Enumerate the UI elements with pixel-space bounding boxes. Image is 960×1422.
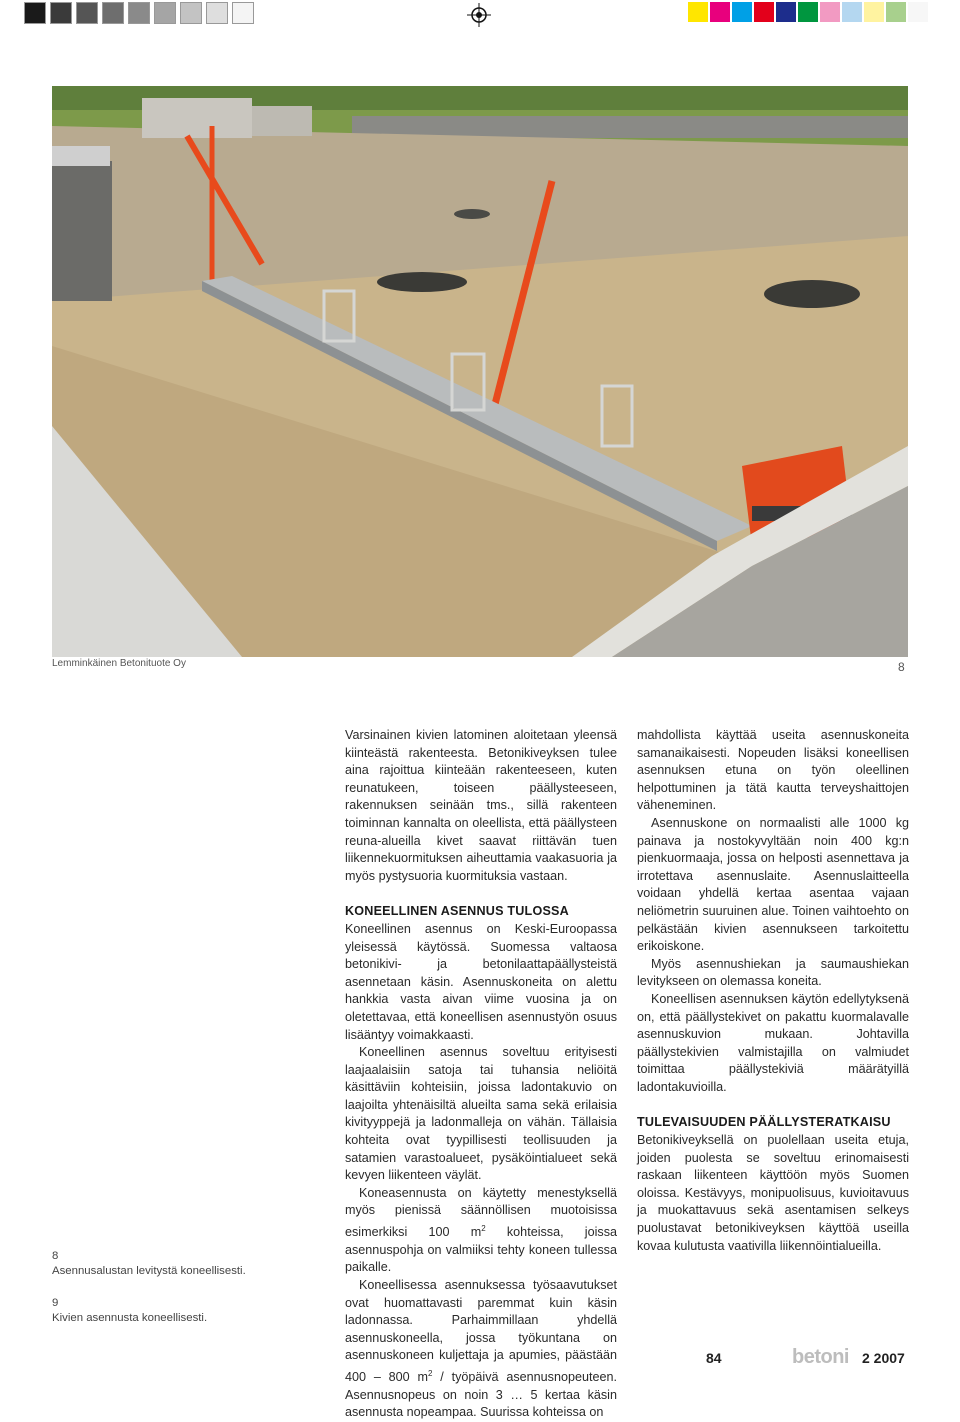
paragraph: Betonikiveyksellä on puolellaan useita etuja, joiden puolesta se soveltuu erinomaisesti raskaan liikenteen käyttöön myös Suomen oloissa. Kestävyys, monipuolisuus, kuvioitavuus ja muokattavuus sekä asentamisen selkeys puolustavat betonikiveyksen käyttöä useilla kovaa kulutusta vaativilla liikennöintialueilla.: [637, 1133, 909, 1253]
intro-paragraph: Varsinainen kivien latominen aloitetaan yleensä kiinteästä rakenteesta. Betonikiveyksen tulee aina rajoittua kiinteään rakenteeseen, kuten reunatukeen, toiseen päällysteeseen, rakennuksen seinään tms., sillä rakenteen toiminnan kannalta on oleellista, että päällysteen reuna-alueilla kivet saavat riittävän tuen liikennekuormituksen aiheuttamia vaakasuoria ja myös pystysuoria kuormituksia vastaan.: [345, 728, 617, 883]
gray-swatch: [76, 2, 98, 24]
issue-number: 2 2007: [862, 1350, 905, 1366]
paragraph: Koneasennusta on käytetty menestyksellä myös pienissä säännöllisen muotoisissa esimerkiksi 100 $m^2$ kohteissa, joissa asennuspohja on valmiiksi tehty koneen tullessa paikalle.: [345, 1185, 617, 1275]
figure-captions: [52, 1249, 272, 1326]
figure-number: 8: [898, 660, 905, 674]
color-swatch: [864, 2, 884, 22]
page-number: 84: [706, 1350, 722, 1366]
text-column-2: [637, 727, 909, 1255]
section-heading-koneellinen: KONEELLINEN ASENNUS TULOSSA: [345, 904, 569, 919]
text-column-1: [345, 727, 617, 1422]
paragraph: Asennuskone on normaalisti alle 1000 kg painava ja nostokyvyltään noin 400 kg:n pienkuormaaja, jossa on helposti asennettava ja irrotettava asennuslaite. Asennuslaitteella voidaan yhdellä kertaa asentaa vajaan neliömetrin suuruinen alue. Toinen vaihtoehto on pelkästään kivien asennukseen tarkoitettu erikoiskone.: [637, 815, 909, 954]
color-swatch: [754, 2, 774, 22]
gray-swatch: [180, 2, 202, 24]
paragraph: Koneellisessa asennuksessa työsaavutukset ovat huomattavasti paremmat kuin käsin ladonnassa. Parhaimmillaan yhdellä asennuskoneella, jossa työkuntana on asennuskoneen kuljettaja ja apumies, päästään 400 – 800 $m^2$ / työpäivä asennusnopeuteen. Asennusnopeus on noin 3 … 5 kertaa käsin asennusta nopeampaa. Suurissa kohteissa on: [345, 1278, 617, 1420]
print-color-bar: [0, 0, 960, 30]
gray-swatch: [232, 2, 254, 24]
caption-number: 8: [52, 1250, 59, 1262]
gray-swatch: [24, 2, 46, 24]
caption-text: Asennusalustan levitystä koneellisesti.: [52, 1265, 246, 1277]
photo-credit: Lemminkäinen Betonituote Oy: [52, 658, 186, 669]
gray-swatch: [102, 2, 124, 24]
paragraph: Koneellinen asennus soveltuu erityisesti laajaalaisiin satoja tai tuhansia neliöitä käsittäviin kohteisiin, joissa ladontakuvio on laajoilta yhtenäisiltä alueilta sama sekä erilaisia kivityyppejä ja ladonmalleja on vähän. Tällaisia kohteita ovat tyypillisesti teollisuuden ja satamien varastoalueet, pysäköintialueet sekä kevyen liikenteen väylät.: [345, 1045, 617, 1183]
paragraph: mahdollista käyttää useita asennuskoneita samanaikaisesti. Nopeuden lisäksi koneellisen asennuksen etuna on työn oleellinen helpottuminen ja tätä kautta terveyshaittojen väheneminen.: [637, 728, 909, 813]
paving-machine-photo: [52, 86, 908, 657]
color-swatch: [798, 2, 818, 22]
paragraph: Koneellinen asennus on Keski-Euroopassa yleisessä käytössä. Suomessa valtaosa betonikivi- ja betonilaattapäällysteistä asennetaan käsin. Asennuskoneita on alettu hankkia vasta aivan viime vuosina ja on oletettavaa, että koneellisen asennustyön osuus lisääntyy voimakkaasti.: [345, 921, 617, 1042]
gray-swatch: [128, 2, 150, 24]
color-swatch: [842, 2, 862, 22]
color-swatch: [886, 2, 906, 22]
section-heading-tulevaisuuden: TULEVAISUUDEN PÄÄLLYSTERATKAISU: [637, 1115, 891, 1130]
gray-swatch: [154, 2, 176, 24]
magazine-logo: betoni: [792, 1346, 849, 1368]
color-swatch: [820, 2, 840, 22]
color-swatch: [776, 2, 796, 22]
paragraph: Koneellisen asennuksen käytön edellytyksenä on, että päällystekivet on pakattu kuormalavalle asennuskuvion mukaan. Johtavilla päällystekivien valmistajilla on valmiudet toimittaa päällystekiviä määrätyillä ladontakuvioilla.: [637, 991, 909, 1094]
page-footer: [706, 1346, 912, 1370]
gray-swatch: [206, 2, 228, 24]
color-swatch: [710, 2, 730, 22]
registration-mark-icon: [467, 3, 491, 27]
caption-text: Kivien asennusta koneellisesti.: [52, 1312, 208, 1324]
paragraph: Myös asennushiekan ja saumaushiekan levitykseen on olemassa koneita.: [637, 956, 909, 989]
color-swatch: [732, 2, 752, 22]
color-swatch: [688, 2, 708, 22]
color-swatch: [908, 2, 928, 22]
gray-swatch: [50, 2, 72, 24]
caption-number: 9: [52, 1297, 59, 1309]
